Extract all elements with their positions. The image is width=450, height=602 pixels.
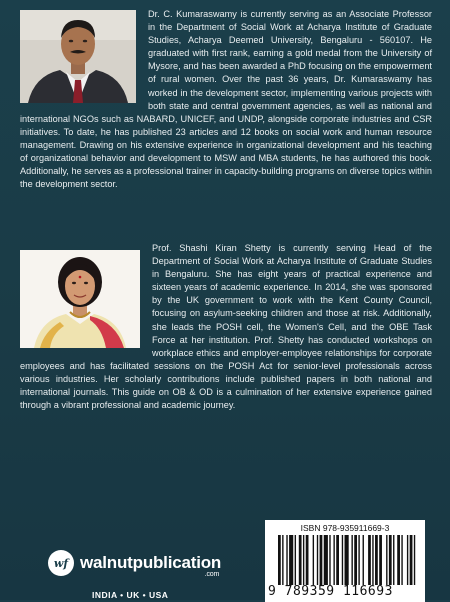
cover-footer — [0, 512, 450, 600]
publisher-logo-icon: wf — [48, 550, 74, 576]
author-bio-kumaraswamy — [20, 8, 432, 191]
author-photo-shetty — [20, 250, 140, 348]
publisher-name-text: walnutpublication — [80, 553, 222, 572]
isbn-digits: 9 789359 116693 — [268, 584, 393, 599]
publisher-name — [80, 553, 222, 578]
bio-text: Dr. C. Kumaraswamy is currently serving as an Associate Professor in the Department of Social Work at Acharya Institute of Graduate Studies, Acharya Deemed University, Bengaluru - 560107. He graduated with first rank, earning a gold medal from the University of Mysore, and has been awarded a PhD focusing on the empowerment of rural women. Over the past 36 years, Dr. Kumaraswamy has worked in the development sector, implementing various projects with both state and central government agencies, as well as national and international NGOs such as NABARD, UNICEF, and UNDP, alongside corporate industries and CSR initiatives. To date, he has published 23 articles and 12 books on social work and human resource management. Drawing on his extensive experience in organizational development and his teaching of organizational behavior and development to MSW and MBA students, he has authored this book. Additionally, he serves as a professional trainer in capacity-building programs on diverse topics within the development sector. — [20, 9, 432, 190]
isbn-label: ISBN 978-935911669-3 — [300, 523, 390, 533]
author-photo-kumaraswamy — [20, 10, 136, 103]
bio-text: Prof. Shashi Kiran Shetty is currently serving Head of the Department of Social Work at Acharya Institute of Graduate Studies in Bengaluru. She has eight years of practical experience and sixteen years of academic experience. In 2014, she was sponsored by the UK government to work with the Kent County Council, focusing on asylum-seeking children and those at risk. Additionally, she leads the POSH cell, the Women's Cell, and the OBE Task Force at her institution. Prof. Shetty has conducted workshops on workplace ethics and employer-employee relationships for corporate employees and has facilitated sessions on the POSH Act for senior-level professionals across various industries. Her scholarly contributions include published papers in both national and international journals. This guide on OB & OD is a culmination of her extensive experience gained through a vibrant professional and academic journey. — [20, 243, 432, 411]
publisher-domain-suffix: .com — [204, 571, 220, 578]
isbn-barcode — [265, 520, 425, 602]
publisher-countries: INDIA • UK • USA — [92, 590, 169, 600]
barcode-bars — [278, 535, 418, 585]
author-bio-shetty — [20, 242, 432, 412]
publisher-logo — [48, 550, 221, 576]
